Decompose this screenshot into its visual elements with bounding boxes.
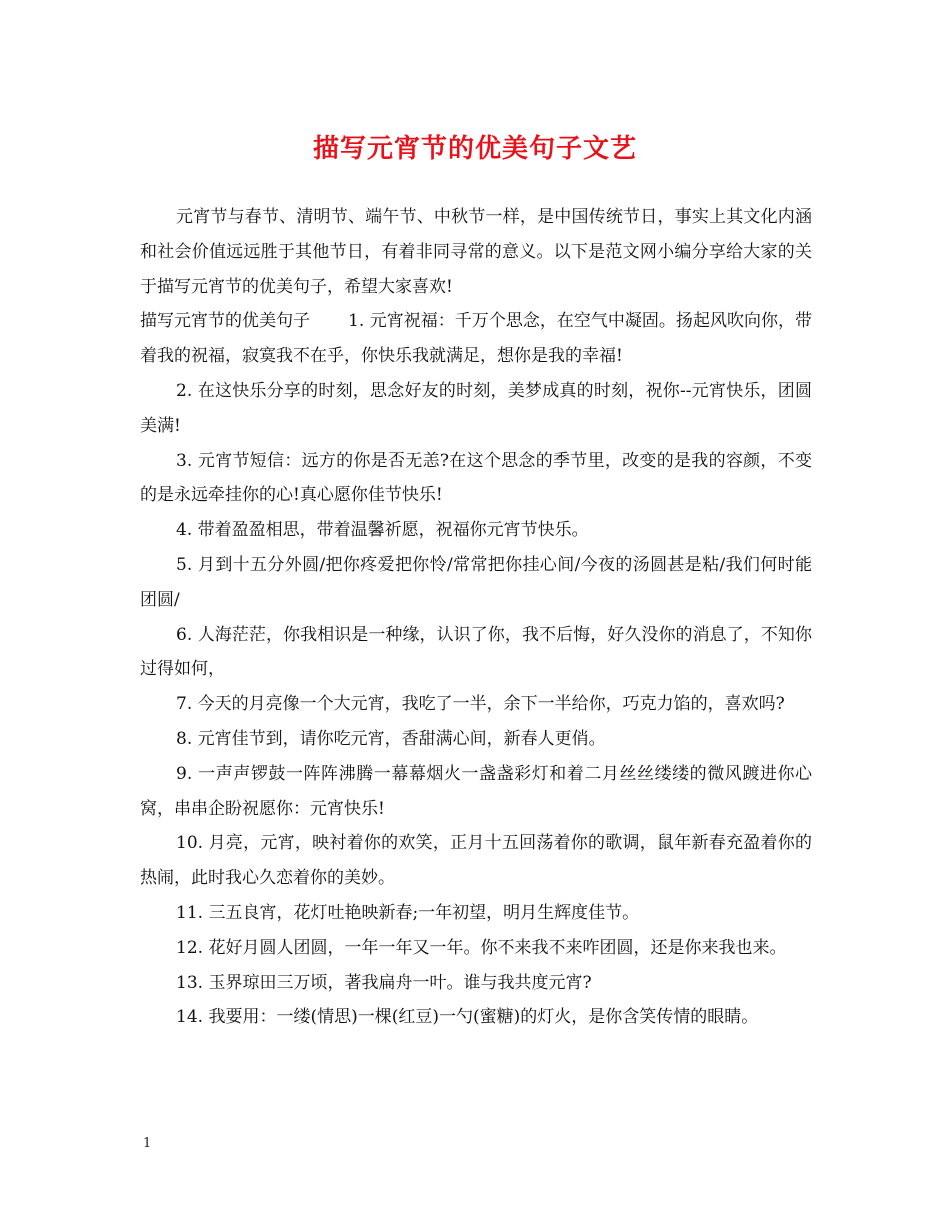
- list-item-3: 3. 元宵节短信：远方的你是否无恙?在这个思念的季节里，改变的是我的容颜，不变的是永远牵挂你的心!真心愿你佳节快乐!: [140, 450, 812, 506]
- document-body: [140, 200, 812, 1035]
- list-item-7: 7. 今天的月亮像一个大元宵，我吃了一半，余下一半给你，巧克力馅的，喜欢吗?: [176, 694, 785, 715]
- page-number: 1: [143, 1136, 152, 1151]
- list-item-5: 5. 月到十五分外圆/把你疼爱把你怜/常常把你挂心间/今夜的汤圆甚是粘/我们何时能团圆/: [140, 554, 812, 610]
- list-item-14: 14. 我要用：一缕(情思)一棵(红豆)一勺(蜜糖)的灯火，是你含笑传情的眼睛。: [176, 1007, 759, 1028]
- section-heading: 描写元宵节的优美句子: [140, 311, 311, 332]
- list-item-13: 13. 玉界琼田三万顷，著我扁舟一叶。谁与我共度元宵?: [176, 972, 592, 993]
- list-item-12: 12. 花好月圆人团圆，一年一年又一年。你不来我不来咋团圆，还是你来我也来。: [176, 937, 787, 958]
- list-item-11: 11. 三五良宵，花灯吐艳映新春;一年初望，明月生辉度佳节。: [176, 902, 640, 923]
- document-title: 描写元宵节的优美句子文艺: [312, 134, 637, 164]
- list-item-10: 10. 月亮，元宵，映衬着你的欢笑，正月十五回荡着你的歌调，鼠年新春充盈着你的热闹，此时我心久恋着你的美妙。: [140, 833, 812, 889]
- list-item-8: 8. 元宵佳节到，请你吃元宵，香甜满心间，新春人更俏。: [176, 728, 606, 749]
- list-item-6: 6. 人海茫茫，你我相识是一种缘，认识了你，我不后悔，好久没你的消息了，不知你过得如何，: [140, 624, 812, 680]
- intro-paragraph: 元宵节与春节、清明节、端午节、中秋节一样，是中国传统节日，事实上其文化内涵和社会价值远远胜于其他节日，有着非同寻常的意义。以下是范文网小编分享给大家的关于描写元宵节的优美句子，希望大家喜欢!: [140, 207, 812, 297]
- list-item-1: 1. 元宵祝福：千万个思念，在空气中凝固。扬起风吹向你，带着我的祝福，寂寞我不在乎，你快乐我就满足，想你是我的幸福!: [140, 311, 813, 367]
- list-item-4: 4. 带着盈盈相思，带着温馨祈愿，祝福你元宵节快乐。: [176, 520, 589, 541]
- section-paragraph: [140, 304, 812, 374]
- list-item-9: 9. 一声声锣鼓一阵阵沸腾一幕幕烟火一盏盏彩灯和着二月丝丝缕缕的微风踱进你心窝，串串企盼祝愿你：元宵快乐!: [140, 763, 812, 819]
- list-item-2: 2. 在这快乐分享的时刻，思念好友的时刻，美梦成真的时刻，祝你--元宵快乐，团圆美满!: [140, 380, 812, 436]
